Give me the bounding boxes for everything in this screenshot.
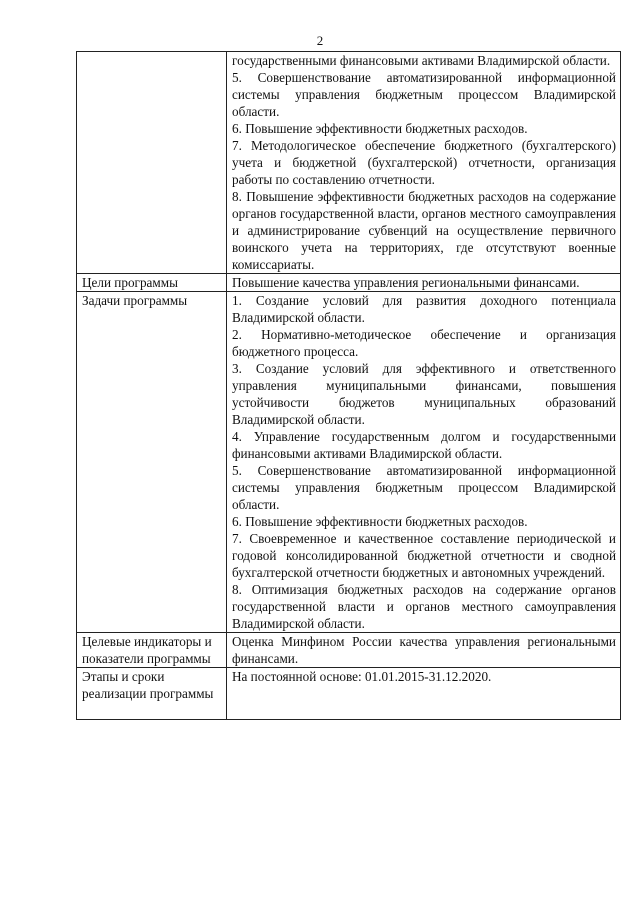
row-content	[227, 274, 621, 292]
list-item: 5. Совершенствование автоматизированной информационной системы управления бюджетным процессом Владимирской области.	[232, 70, 616, 119]
list-item: 4. Управление государственным долгом и государственными финансовыми активами Владимирской области.	[232, 429, 616, 461]
page-number: 2	[316, 33, 324, 48]
table-row	[77, 633, 621, 668]
row-label: Целевые индикаторы и показатели программы	[77, 633, 227, 668]
row-label: Задачи программы	[77, 292, 227, 633]
row-label	[77, 52, 227, 274]
row-label: Цели программы	[77, 274, 227, 292]
list-item: 5. Совершенствование автоматизированной информационной системы управления бюджетным процессом Владимирской области.	[232, 463, 616, 512]
row-content	[227, 668, 621, 720]
list-item: Повышение качества управления региональными финансами.	[232, 275, 580, 290]
list-item: 3. Создание условий для эффективного и ответственного управления муниципальными финансами, повышения устойчивости бюджетов муниципальных образований Владимирской области.	[232, 361, 616, 427]
row-label: Этапы и сроки реализации программы	[77, 668, 227, 720]
list-item: 1. Создание условий для развития доходного потенциала Владимирской области.	[232, 293, 616, 325]
list-item: 7. Своевременное и качественное составление периодической и годовой консолидированной бюджетной отчетности и сводной бухгалтерской отчетности бюджетных и автономных учреждений.	[232, 531, 616, 580]
row-content	[227, 633, 621, 668]
row-content	[227, 292, 621, 633]
row-content	[227, 52, 621, 274]
table-row	[77, 52, 621, 274]
list-item: 7. Методологическое обеспечение бюджетного (бухгалтерского) учета и бюджетной (бухгалтерской) отчетности, организация работы по составлению отчетности.	[232, 138, 616, 187]
table-row	[77, 274, 621, 292]
list-item: 8. Повышение эффективности бюджетных расходов на содержание органов государственной власти, органов местного самоуправления и администрирование субвенций на осуществление первичного воинского учета на территориях, где отсутствуют военные комиссариаты.	[232, 189, 616, 272]
list-item: 6. Повышение эффективности бюджетных расходов.	[232, 121, 528, 136]
list-item: Оценка Минфином России качества управления региональными финансами.	[232, 634, 616, 666]
table-row	[77, 292, 621, 633]
program-passport-table	[76, 51, 621, 720]
list-item: 8. Оптимизация бюджетных расходов на содержание органов государственной власти и органов местного самоуправления Владимирской области.	[232, 582, 616, 631]
list-item: государственными финансовыми активами Владимирской области.	[232, 53, 611, 68]
table-row	[77, 668, 621, 720]
list-item: 2. Нормативно-методическое обеспечение и организация бюджетного процесса.	[232, 327, 616, 359]
list-item: 6. Повышение эффективности бюджетных расходов.	[232, 514, 528, 529]
list-item: На постоянной основе: 01.01.2015-31.12.2020.	[232, 669, 492, 684]
